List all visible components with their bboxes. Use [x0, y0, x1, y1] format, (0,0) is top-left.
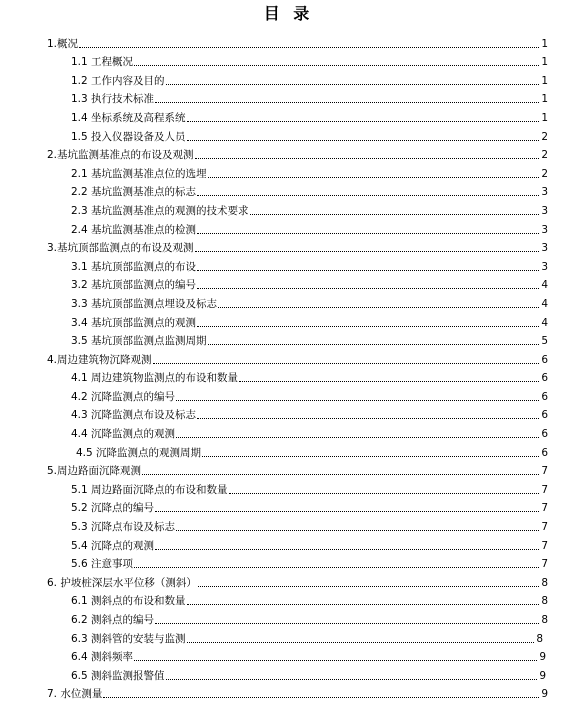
toc-entry[interactable]: [0, 144, 577, 163]
toc-entry[interactable]: [0, 367, 577, 386]
toc-entry-page: 3: [541, 260, 548, 273]
toc-entry-page: 7: [541, 539, 548, 552]
toc-entry-page: 6: [541, 390, 548, 403]
toc-entry[interactable]: [0, 237, 577, 256]
dot-leader: [197, 195, 539, 196]
toc-entry[interactable]: [0, 348, 577, 367]
toc-entry-page: 6: [541, 446, 548, 459]
toc-entry-page: 2: [541, 149, 548, 162]
toc-entry-page: 6: [541, 353, 548, 366]
toc-entry-label: 4.周边建筑物沉降观测: [47, 353, 152, 366]
toc-entry-label: 5.1 周边路面沉降点的布设和数量: [71, 483, 228, 496]
dot-leader: [153, 363, 539, 364]
toc-entry[interactable]: [0, 125, 577, 144]
dot-leader: [155, 511, 539, 512]
dot-leader: [197, 326, 539, 327]
toc-entry[interactable]: [0, 571, 577, 590]
toc-entry-label: 6.4 测斜频率: [71, 651, 134, 664]
toc-entry-page: 3: [541, 186, 548, 199]
toc-entry-page: 7: [541, 502, 548, 515]
toc-entry-page: 2: [541, 167, 548, 180]
dot-leader: [208, 344, 539, 345]
toc-entry-page: 4: [541, 297, 548, 310]
toc-entry-page: 1: [541, 74, 548, 87]
dot-leader: [134, 65, 539, 66]
dot-leader: [197, 288, 539, 289]
toc-entry-page: 3: [541, 204, 548, 217]
toc-entry-label: 2.3 基坑监测基准点的观测的技术要求: [71, 204, 249, 217]
toc-entry[interactable]: [0, 683, 577, 702]
toc-entry-page: 7: [541, 558, 548, 571]
toc-entry-page: 8: [536, 632, 543, 645]
dot-leader: [187, 121, 539, 122]
toc-entry-label: 6.5 测斜监测报警值: [71, 669, 165, 682]
toc-entry-page: 1: [541, 56, 548, 69]
toc-entry-page: 8: [541, 614, 548, 626]
toc-entry-label: 6.1 测斜点的布设和数量: [71, 595, 186, 608]
toc-entry-page: 8: [541, 595, 548, 608]
toc-entry-page: 6: [541, 409, 548, 422]
toc-entry[interactable]: [0, 274, 577, 293]
dot-leader: [155, 623, 539, 624]
dot-leader: [187, 604, 539, 605]
toc-entry-label: 3.5 基坑顶部监测点监测周期: [71, 335, 207, 348]
dot-leader: [134, 567, 539, 568]
toc-entry-page: 6: [541, 428, 548, 441]
dot-leader: [208, 177, 539, 178]
toc-entry-label: 2.基坑监测基准点的布设及观测: [47, 149, 194, 162]
toc-entry-label: 4.1 周边建筑物监测点的布设和数量: [71, 372, 239, 385]
toc-entry-page: 4: [541, 279, 548, 292]
dot-leader: [195, 251, 539, 252]
dot-leader: [103, 697, 539, 698]
toc-entry-label: 4.2 沉降监测点的编号: [71, 390, 176, 403]
toc-entry[interactable]: [0, 385, 577, 404]
dot-leader: [155, 102, 539, 103]
dot-leader: [198, 586, 539, 587]
toc-entry-label: 6. 护坡桩深层水平位移（测斜）: [47, 576, 197, 589]
toc-entry-page: 9: [539, 669, 546, 682]
toc-entry-label: 2.1 基坑监测基准点位的选埋: [71, 167, 207, 180]
dot-leader: [202, 456, 539, 457]
toc-entry[interactable]: [0, 218, 577, 237]
dot-leader: [176, 400, 539, 401]
toc-entry-label: 4.3 沉降监测点布设及标志: [71, 409, 197, 422]
dot-leader: [176, 530, 539, 531]
toc-entry[interactable]: [0, 608, 577, 627]
toc-entry[interactable]: [0, 515, 577, 534]
toc-entry-page: 4: [541, 316, 548, 329]
toc-entry[interactable]: [0, 441, 577, 460]
dot-leader: [134, 660, 537, 661]
page-title: 目 录: [263, 4, 314, 23]
toc-entry-page: 6: [541, 372, 548, 385]
dot-leader: [166, 84, 539, 85]
toc-entry-page: 7: [541, 483, 548, 496]
toc-entry-page: 2: [541, 130, 548, 143]
dot-leader: [176, 437, 539, 438]
toc-entry[interactable]: [0, 553, 577, 572]
toc-entry-page: 5: [541, 335, 548, 348]
toc-entry-label: 3.3 基坑顶部监测点埋设及标志: [71, 297, 218, 310]
toc-entry[interactable]: [0, 404, 577, 423]
dot-leader: [155, 549, 539, 550]
toc-entry-page: 3: [541, 242, 548, 255]
toc-entry-label: 5.2 沉降点的编号: [71, 502, 155, 515]
toc-entry[interactable]: [0, 534, 577, 553]
toc-entry[interactable]: [0, 292, 577, 311]
toc-entry[interactable]: [0, 664, 577, 683]
toc-entry-label: 1.2 工作内容及目的: [71, 74, 165, 87]
dot-leader: [79, 47, 539, 48]
dot-leader: [250, 214, 539, 215]
toc-entry-label: 1.3 执行技术标准: [71, 93, 155, 106]
toc-entry-label: 3.4 基坑顶部监测点的观测: [71, 316, 197, 329]
toc-entry-label: 7. 水位测量: [47, 688, 103, 701]
toc-entry-label: 4.5 沉降监测点的观测周期: [76, 446, 202, 459]
toc-entry-label: 1.概况: [47, 37, 79, 50]
toc-entry[interactable]: [0, 51, 577, 70]
toc-entry[interactable]: [0, 162, 577, 181]
dot-leader: [187, 642, 534, 643]
dot-leader: [197, 233, 539, 234]
toc-entry-label: 2.4 基坑监测基准点的检测: [71, 223, 197, 236]
toc-entry[interactable]: [0, 330, 577, 349]
toc-entry-label: 5.周边路面沉降观测: [47, 465, 142, 478]
toc-entry-label: 1.5 投入仪器设备及人员: [71, 130, 186, 143]
toc-entry-label: 5.6 注意事项: [71, 558, 134, 571]
toc-entry-page: 1: [541, 37, 548, 50]
toc-entry-label: 1.4 坐标系统及高程系统: [71, 111, 186, 124]
toc-entry[interactable]: [0, 460, 577, 479]
toc-entry[interactable]: [0, 32, 577, 51]
toc-entry-page: 1: [541, 111, 548, 124]
dot-leader: [197, 270, 539, 271]
toc-entry-page: 9: [539, 651, 546, 664]
toc-entry[interactable]: [0, 106, 577, 125]
dot-leader: [197, 418, 539, 419]
toc-entry-label: 3.2 基坑顶部监测点的编号: [71, 279, 197, 292]
dot-leader: [142, 474, 539, 475]
toc-entry-page: 1: [541, 93, 548, 106]
toc-entry[interactable]: [0, 646, 577, 665]
table-of-contents: [0, 32, 577, 701]
toc-entry[interactable]: [0, 422, 577, 441]
toc-entry-label: 3.基坑顶部监测点的布设及观测: [47, 242, 194, 255]
toc-entry[interactable]: [0, 311, 577, 330]
dot-leader: [218, 307, 539, 308]
toc-entry-label: 2.2 基坑监测基准点的标志: [71, 186, 197, 199]
toc-entry-label: 6.3 测斜管的安装与监测: [71, 632, 186, 645]
toc-entry-page: 7: [541, 521, 548, 534]
toc-entry-page: 9: [541, 688, 548, 701]
toc-entry-page: 7: [541, 465, 548, 478]
toc-entry[interactable]: [0, 88, 577, 107]
dot-leader: [229, 493, 539, 494]
toc-entry[interactable]: [0, 199, 577, 218]
dot-leader: [195, 158, 539, 159]
toc-entry-label: 5.3 沉降点布设及标志: [71, 521, 176, 534]
toc-entry-label: 4.4 沉降监测点的观测: [71, 428, 176, 441]
dot-leader: [166, 679, 537, 680]
toc-entry[interactable]: [0, 478, 577, 497]
toc-entry-page: 3: [541, 223, 548, 236]
toc-entry-label: 6.2 测斜点的编号: [71, 614, 155, 626]
toc-entry-label: 1.1 工程概况: [71, 56, 134, 69]
toc-entry-label: 3.1 基坑顶部监测点的布设: [71, 260, 197, 273]
toc-entry[interactable]: [0, 69, 577, 88]
toc-entry[interactable]: [0, 497, 577, 516]
toc-entry[interactable]: [0, 255, 577, 274]
dot-leader: [239, 381, 539, 382]
toc-entry-page: 8: [541, 576, 548, 589]
toc-entry-label: 5.4 沉降点的观测: [71, 539, 155, 552]
dot-leader: [187, 140, 539, 141]
toc-entry[interactable]: [0, 590, 577, 609]
toc-entry[interactable]: [0, 181, 577, 200]
toc-entry[interactable]: [0, 627, 577, 646]
